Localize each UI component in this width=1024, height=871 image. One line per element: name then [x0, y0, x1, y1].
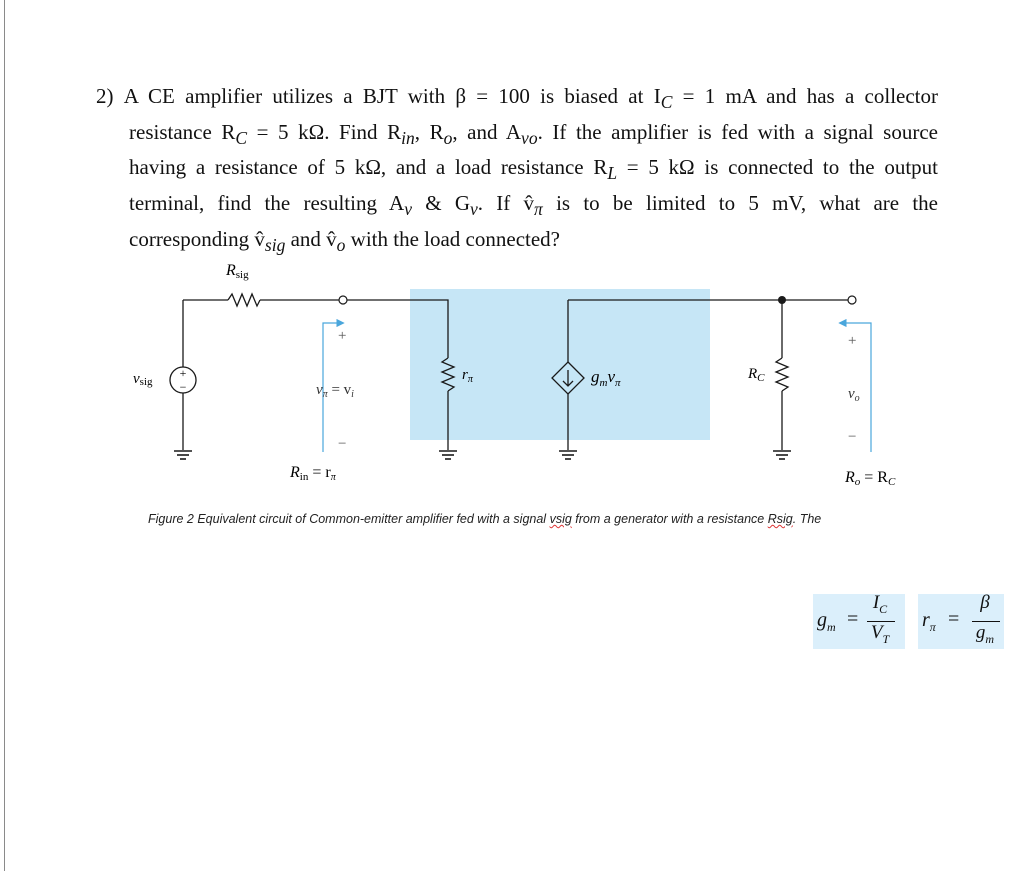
gm-formula-box	[813, 594, 905, 649]
rpi-label: $r_\pi$	[462, 367, 473, 385]
source-minus-sign: −	[179, 380, 187, 394]
rc-label: $R_C$	[748, 366, 765, 384]
gm-formula-equals: =	[847, 608, 859, 630]
vpi-label: $v_\pi = v_i$	[316, 382, 354, 400]
rc-resistor	[776, 358, 788, 391]
ground-symbol-rpi	[439, 451, 457, 459]
rsig-label: Rsig	[226, 262, 249, 281]
input-plus-label: +	[338, 328, 347, 344]
ground-symbol-rc	[773, 451, 791, 459]
rpi-formula-denominator: $g_m$	[975, 622, 995, 646]
rpi-formula-box	[918, 594, 1004, 649]
rin-label: Rin = rπ	[290, 464, 336, 483]
problem-line-2: resistance $R_C = 5$ kΩ. Find $R_{in}$, $R_o$, and $A_{vo}$. If the amplifier is fed with a signal source	[129, 119, 938, 148]
gm-formula-denominator: $V_T$	[870, 622, 890, 646]
source-plus-sign: +	[179, 366, 187, 380]
ground-symbol-current-source	[559, 451, 577, 459]
input-minus-label: −	[338, 436, 347, 452]
output-plus-label: +	[848, 333, 857, 349]
rpi-formula-numerator: β	[980, 592, 990, 613]
transistor-model-region	[410, 289, 710, 440]
input-terminal	[339, 296, 347, 304]
gm-formula-lhs: $g_m$	[817, 609, 836, 634]
problem-number: 2)	[96, 84, 114, 108]
rsig-resistor	[228, 294, 260, 306]
gm-vpi-label: $g_mv_\pi$	[591, 367, 621, 389]
vo-label: $v_o$	[848, 386, 860, 404]
output-terminal	[848, 296, 856, 304]
gm-formula-numerator: $I_C$	[872, 592, 888, 616]
figure-caption: Figure 2 Equivalent circuit of Common-emitter amplifier fed with a signal vsig from a generator with a resistance Rsig. The	[148, 512, 822, 526]
problem-line-5: corresponding $v̂_{sig}$ and $v̂_o$ with the load connected?	[129, 226, 560, 255]
ground-symbol-source	[174, 451, 192, 459]
problem-line-1: 2) A CE amplifier utilizes a BJT with β = 100 is biased at $I_C = 1$ mA and has a collector	[96, 84, 939, 113]
vsig-label: vsig	[133, 371, 153, 388]
problem-line-3: having a resistance of 5 kΩ, and a load resistance $R_L = 5$ kΩ is connected to the output	[129, 155, 938, 184]
rpi-formula-equals: =	[948, 608, 960, 630]
ro-label: Ro = RC	[845, 469, 896, 488]
rpi-formula-lhs: $r_\pi$	[922, 609, 936, 634]
output-minus-label: −	[848, 429, 857, 445]
problem-line-4: terminal, find the resulting $A_v$ & $G_v$. If $v̂_\pi$ is to be limited to 5 mV, what are the	[129, 191, 938, 220]
collector-node	[778, 296, 786, 304]
